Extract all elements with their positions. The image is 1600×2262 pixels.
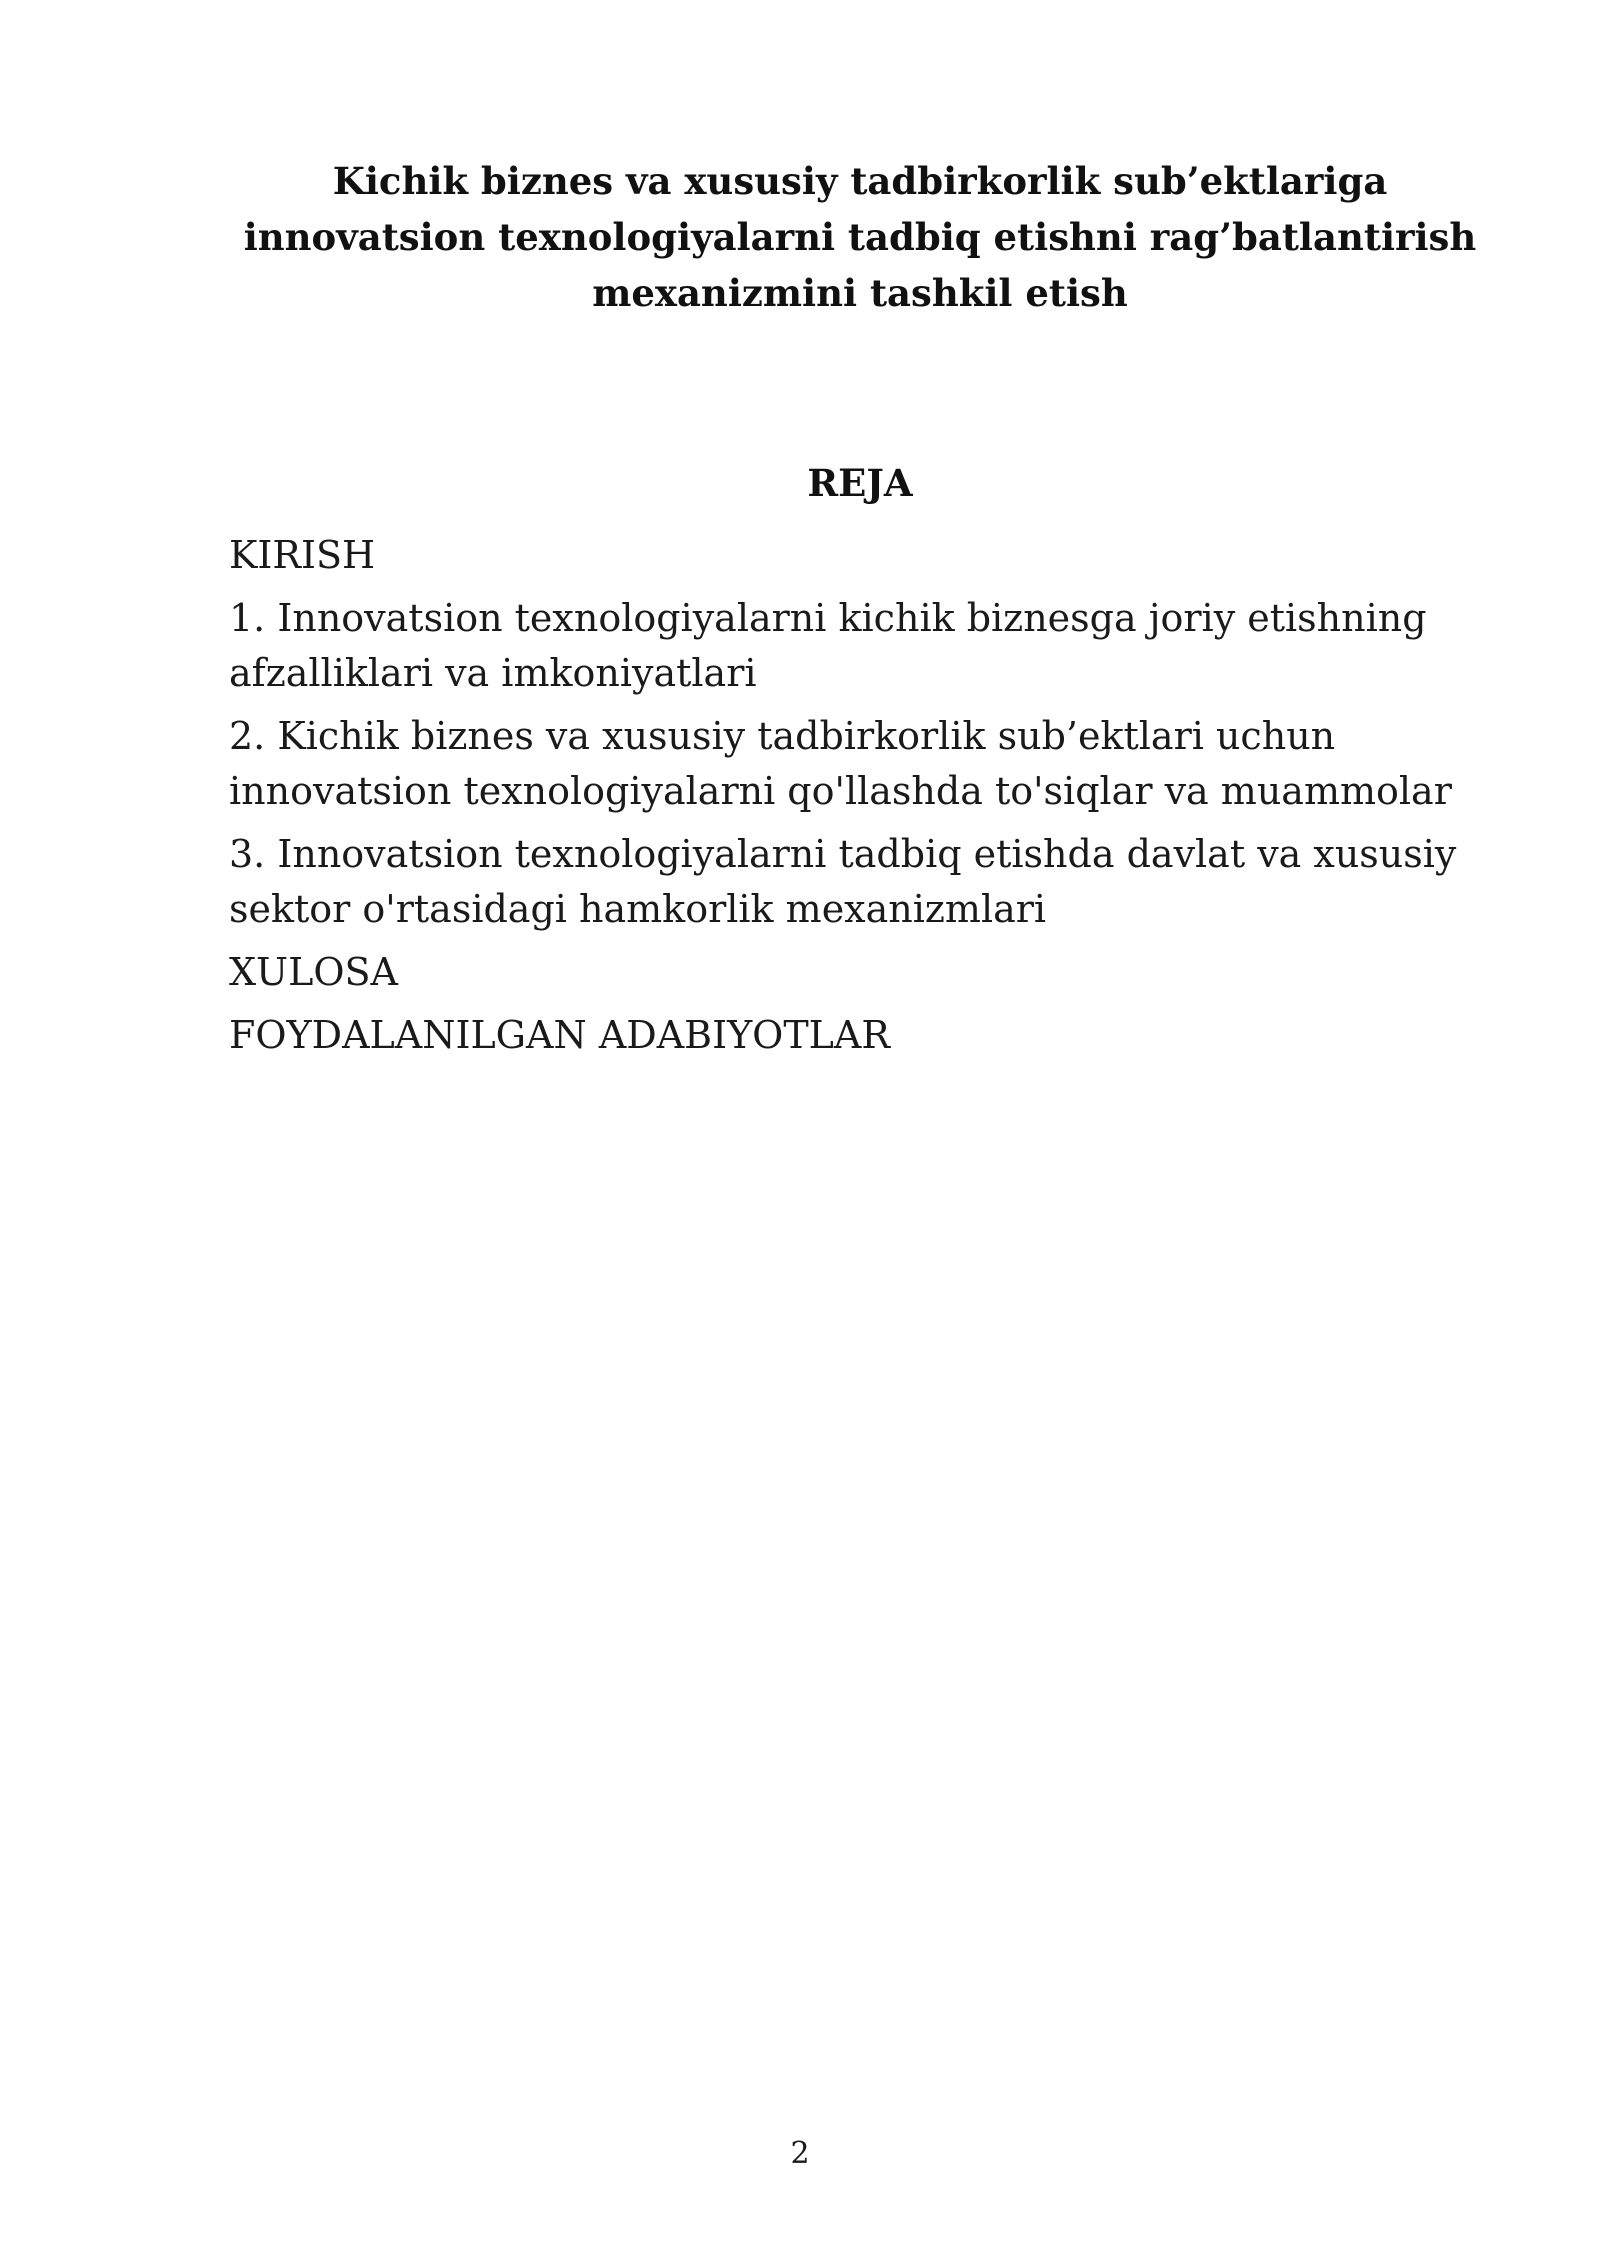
- toc-item-references: FOYDALANILGAN ADABIYOTLAR: [229, 1013, 890, 1057]
- toc-item-3: 3. Innovatsion texnologiyalarni tadbiq etishda davlat va xususiy sektor o'rtasidagi hamkorlik mexanizmlari: [229, 832, 1457, 931]
- document-title: Kichik biznes va xususiy tadbirkorlik sub’ektlariga innovatsion texnologiyalarni tadbiq etishni rag’batlantirish mexanizmini tashkil etish: [243, 159, 1477, 315]
- page-number: 2: [790, 2136, 810, 2171]
- toc-item-intro: KIRISH: [229, 533, 376, 577]
- table-of-contents: [229, 528, 1489, 1071]
- toc-item-1: 1. Innovatsion texnologiyalarni kichik biznesga joriy etishning afzalliklari va imkoniyatlari: [229, 596, 1427, 695]
- plan-heading: REJA: [807, 461, 913, 505]
- toc-item-conclusion: XULOSA: [229, 950, 398, 994]
- toc-item-2: 2. Kichik biznes va xususiy tadbirkorlik sub’ektlari uchun innovatsion texnologiyalarni qo'llashda to'siqlar va muammolar: [229, 714, 1452, 813]
